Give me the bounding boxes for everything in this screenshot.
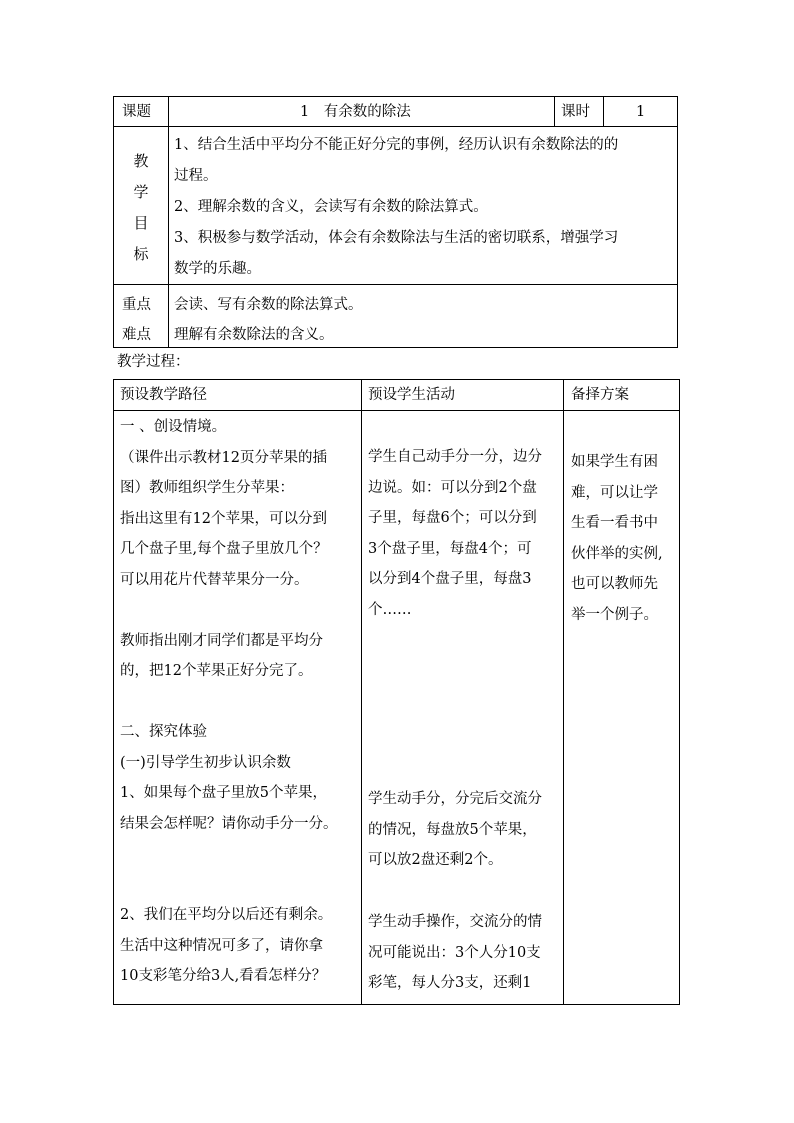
objectives-text <box>174 130 618 285</box>
student-line: 子里，每盘6个；可以分到 <box>368 510 537 526</box>
path-line: 2、我们在平均分以后还有剩余。 <box>120 907 333 923</box>
path-line: 10支彩笔分给3人,看看怎样分？ <box>120 968 327 984</box>
key-points-text <box>174 290 363 350</box>
alternative-line: 生看一看书中 <box>571 515 658 531</box>
key-point-line: 会读、写有余数的除法算式。 <box>174 297 363 313</box>
process-heading: 教学过程： <box>117 354 190 370</box>
alternative-line: 伙伴举的实例, <box>571 545 663 562</box>
path-line: 结果会怎样呢？请你动手分一分。 <box>120 815 338 832</box>
header-path: 预设教学路径 <box>120 387 207 403</box>
path-line <box>120 870 338 901</box>
student-line: 的情况，每盘放5个苹果， <box>368 821 537 838</box>
alternative-line: 举一个例子。 <box>571 606 658 623</box>
student-line: 彩笔，每人分3支，还剩1 <box>368 975 532 991</box>
key-points-label-line: 重点 <box>122 297 151 313</box>
lesson-title: 1 有余数的除法 <box>300 104 411 120</box>
alternative-line: 难，可以让学 <box>571 484 658 501</box>
teaching-path-column <box>120 412 338 992</box>
objectives-label-char: 学 <box>133 183 149 201</box>
student-line: 学生动手操作，交流分的情 <box>368 914 542 930</box>
key-points-label-line: 难点 <box>122 327 151 343</box>
path-line: 教师指出刚才同学们都是平均分 <box>120 632 323 649</box>
student-line: 个…… <box>368 601 412 618</box>
path-line <box>120 839 338 870</box>
path-line: 二、探究体验 <box>120 724 207 740</box>
objective-line: 2、理解余数的含义，会读写有余数的除法算式。 <box>174 199 488 215</box>
path-line: （课件出示教材12页分苹果的插 <box>120 449 327 466</box>
objective-line: 数学的乐趣。 <box>174 261 261 277</box>
path-line: 一 、创设情境。 <box>120 419 227 435</box>
objective-line: 3、积极参与数学活动，体会有余数除法与生活的密切联系，增强学习 <box>174 230 619 246</box>
period-value: 1 <box>636 104 646 120</box>
student-line: 学生自己动手分一分，边分 <box>368 449 542 465</box>
objectives-label-char: 目 <box>133 214 149 232</box>
header-alternative: 备择方案 <box>571 387 629 403</box>
key-points-label <box>122 290 151 350</box>
objective-line: 1、结合生活中平均分不能正好分完的事例，经历认识有余数除法的的 <box>174 137 619 153</box>
path-line: (一)引导学生初步认识余数 <box>120 754 291 771</box>
path-line: 图）教师组织学生分苹果： <box>120 480 294 496</box>
student-line: 学生动手分，分完后交流分 <box>368 791 542 807</box>
objectives-label <box>114 146 168 270</box>
alternative-plan-column <box>571 447 663 630</box>
path-line: 1、如果每个盘子里放5个苹果， <box>120 785 327 801</box>
student-activity-block-1 <box>368 442 542 625</box>
lesson-label: 课题 <box>122 104 151 120</box>
path-line: 生活中这种情况可多了，请你拿 <box>120 937 323 954</box>
path-line: 的，把12个苹果正好分完了。 <box>120 663 313 679</box>
header-student: 预设学生活动 <box>368 387 455 403</box>
alternative-line: 如果学生有困 <box>571 454 658 470</box>
path-line: 几个盘子里,每个盘子里放几个？ <box>120 541 328 557</box>
path-line: 指出这里有12个苹果，可以分到 <box>120 510 327 527</box>
objectives-label-char: 教 <box>133 152 149 170</box>
path-line <box>120 687 338 718</box>
path-line <box>120 595 338 626</box>
key-point-line: 理解有余数除法的含义。 <box>174 327 334 343</box>
alternative-line: 也可以教师先 <box>571 576 658 592</box>
student-line: 3个盘子里，每盘4个；可 <box>368 540 532 557</box>
student-line: 以分到4个盘子里，每盘3 <box>368 571 532 587</box>
student-line: 可以放2盘还剩2个。 <box>368 852 503 868</box>
student-activity-block-2 <box>368 784 542 876</box>
objectives-label-char: 标 <box>133 245 149 263</box>
student-line: 况可能说出：3个人分10支 <box>368 944 541 961</box>
student-activity-block-3 <box>368 907 542 999</box>
period-label: 课时 <box>561 104 590 120</box>
objective-line: 过程。 <box>174 168 218 184</box>
path-line: 可以用花片代替苹果分一分。 <box>120 571 309 588</box>
student-line: 边说。如：可以分到2个盘 <box>368 479 537 496</box>
